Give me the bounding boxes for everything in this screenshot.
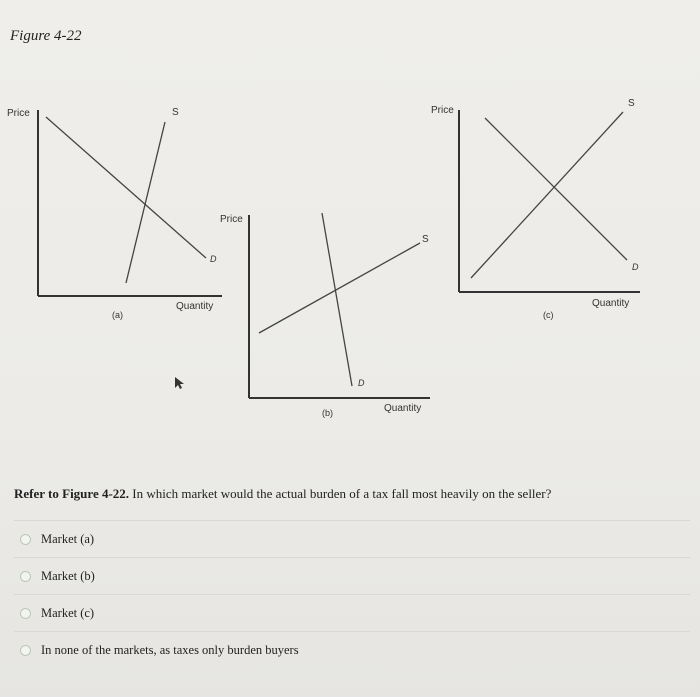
option-label: Market (a): [41, 531, 95, 546]
question-text: In which market would the actual burden of a tax fall most heavily on the seller?: [129, 486, 552, 501]
panel-b-demand-curve: [322, 213, 352, 386]
panel-a-price-label: Price: [7, 108, 30, 119]
radio-button-icon[interactable]: [20, 534, 31, 545]
panel-b-caption: (b): [322, 408, 333, 418]
option-market-c[interactable]: [14, 594, 690, 631]
option-label: Market (b): [41, 568, 95, 583]
panel-b-demand-label: D: [358, 378, 365, 388]
panel-a-quantity-label: Quantity: [176, 301, 214, 312]
panel-c-demand-label: D: [632, 262, 639, 272]
panel-c: [431, 98, 640, 320]
panel-b-quantity-label: Quantity: [384, 403, 422, 414]
option-market-a[interactable]: [14, 520, 690, 557]
panel-a-demand-curve: [46, 117, 206, 258]
figure-title: Figure 4-22: [10, 28, 82, 44]
panel-c-caption: (c): [543, 310, 554, 320]
answer-options: [14, 520, 690, 668]
panel-a: [7, 107, 222, 320]
option-none[interactable]: [14, 631, 690, 668]
panel-c-supply-curve: [471, 112, 623, 278]
question-prompt: [14, 486, 684, 502]
panel-c-quantity-label: Quantity: [592, 298, 630, 309]
mouse-cursor-icon: [174, 376, 186, 390]
panel-a-caption: (a): [112, 310, 123, 320]
radio-button-icon[interactable]: [20, 645, 31, 656]
panel-c-supply-label: S: [628, 98, 635, 109]
option-label: Market (c): [41, 605, 95, 620]
question-lead: Refer to Figure 4-22.: [14, 486, 130, 501]
panel-b: [220, 213, 430, 418]
panel-a-demand-label: D: [210, 254, 217, 264]
panel-b-supply-label: S: [422, 234, 429, 245]
panel-b-supply-curve: [259, 243, 420, 333]
panel-a-supply-curve: [126, 122, 165, 283]
radio-button-icon[interactable]: [20, 571, 31, 582]
panel-a-supply-label: S: [172, 107, 179, 118]
panel-c-price-label: Price: [431, 105, 454, 116]
radio-button-icon[interactable]: [20, 608, 31, 619]
panel-b-price-label: Price: [220, 214, 243, 225]
option-label: In none of the markets, as taxes only burden buyers: [41, 642, 299, 657]
option-market-b[interactable]: [14, 557, 690, 594]
